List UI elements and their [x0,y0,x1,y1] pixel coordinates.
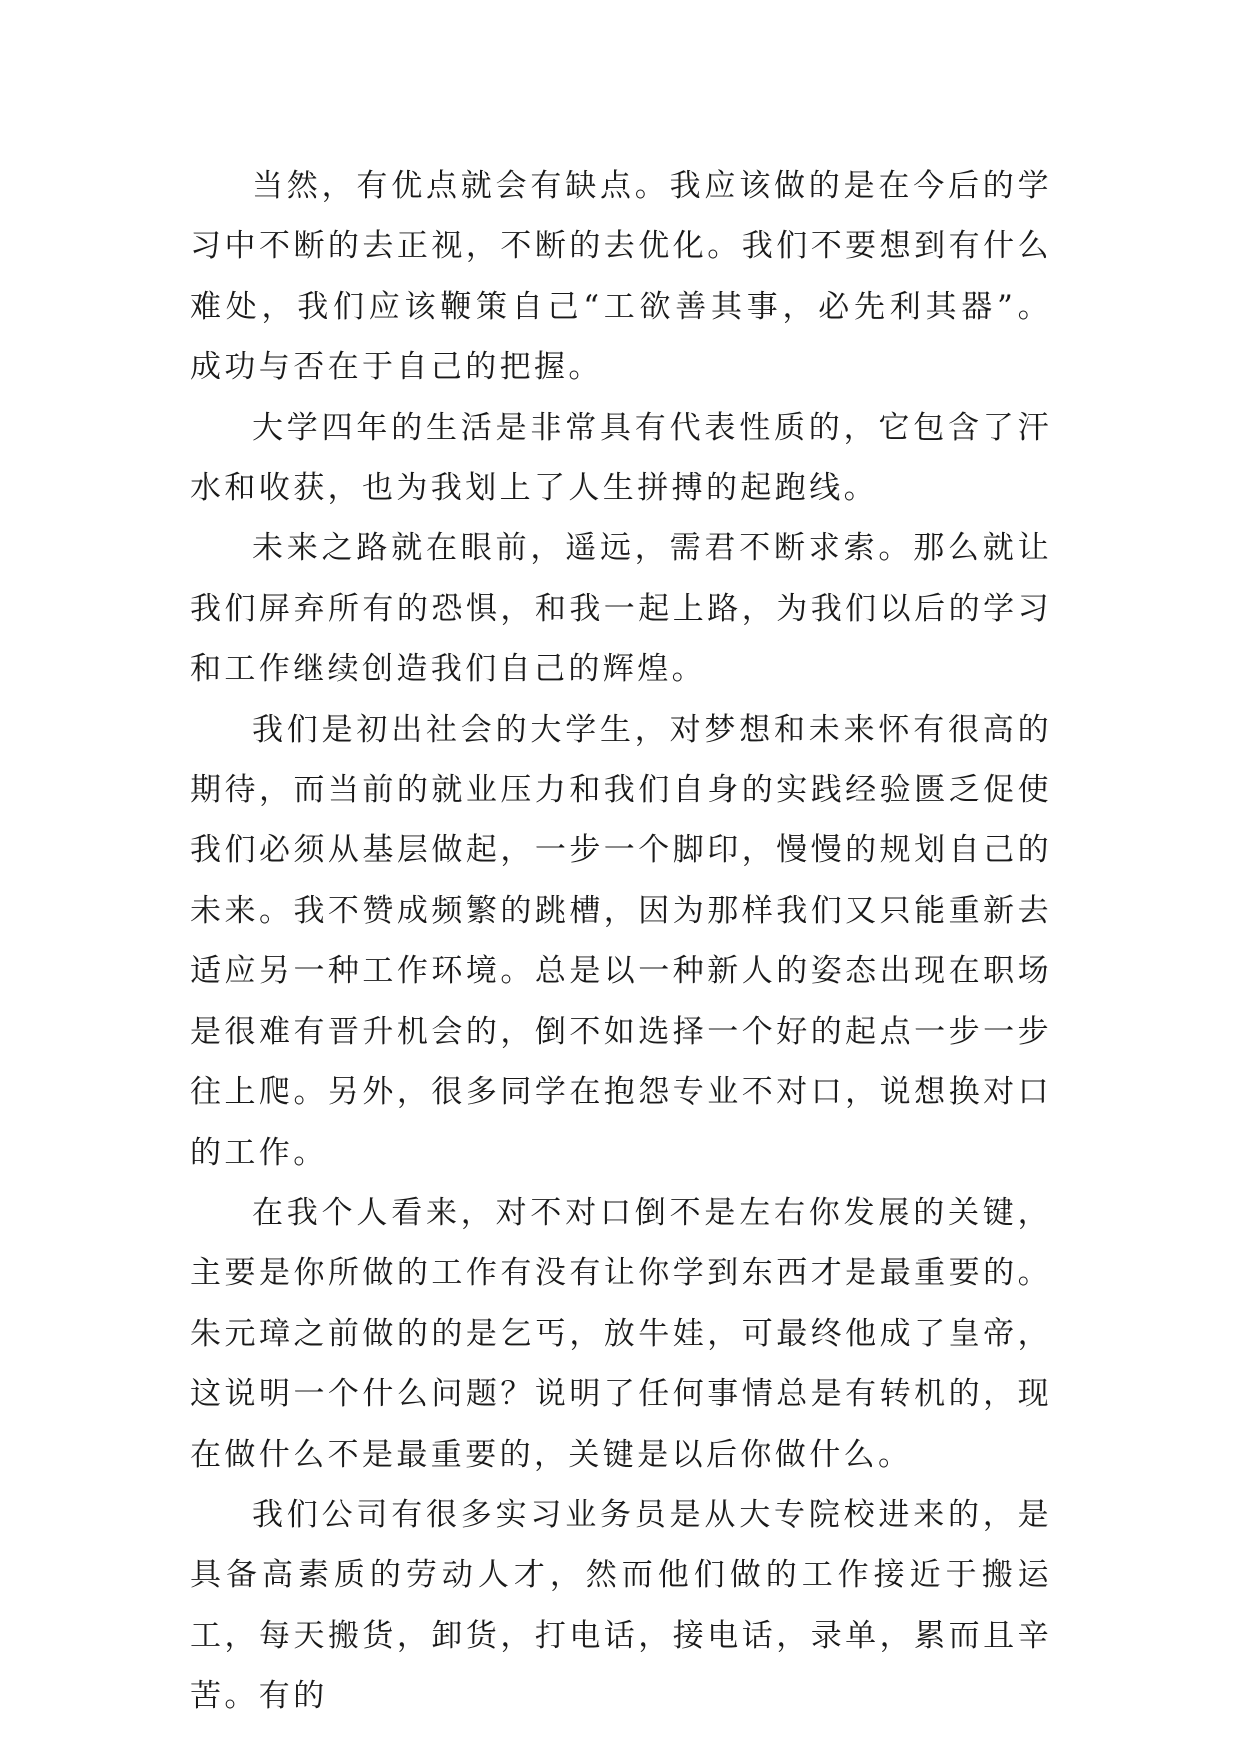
paragraph-3: 未来之路就在眼前，遥远，需君不断求索。那么就让我们屏弃所有的恐惧，和我一起上路，为我们以后的学习和工作继续创造我们自己的辉煌。 [190,530,1052,688]
paragraph-2: 大学四年的生活是非常具有代表性质的，它包含了汗水和收获，也为我划上了人生拼搏的起跑线。 [190,409,1052,507]
paragraph-5: 在我个人看来，对不对口倒不是左右你发展的关键，主要是你所做的工作有没有让你学到东西才是最重要的。朱元璋之前做的的是乞丐，放牛娃，可最终他成了皇帝，这说明一个什么问题？说明了任何事情总是有转机的，现在做什么不是最重要的，关键是以后你做什么。 [190,1194,1052,1473]
paragraph-4: 我们是初出社会的大学生，对梦想和未来怀有很高的期待，而当前的就业压力和我们自身的实践经验匮乏促使我们必须从基层做起，一步一个脚印，慢慢的规划自己的未来。我不赞成频繁的跳槽，因为那样我们又只能重新去适应另一种工作环境。总是以一种新人的姿态出现在职场是很难有晋升机会的，倒不如选择一个好的起点一步一步往上爬。另外，很多同学在抱怨专业不对口，说想换对口的工作。 [190,711,1052,1171]
document-body [190,156,1052,1727]
paragraph-6: 我们公司有很多实习业务员是从大专院校进来的，是具备高素质的劳动人才，然而他们做的工作接近于搬运工，每天搬货，卸货，打电话，接电话，录单，累而且辛苦。有的 [190,1496,1052,1715]
paragraph-1: 当然，有优点就会有缺点。我应该做的是在今后的学习中不断的去正视，不断的去优化。我们不要想到有什么难处，我们应该鞭策自己“工欲善其事，必先利其器”。成功与否在于自己的把握。 [190,168,1052,386]
